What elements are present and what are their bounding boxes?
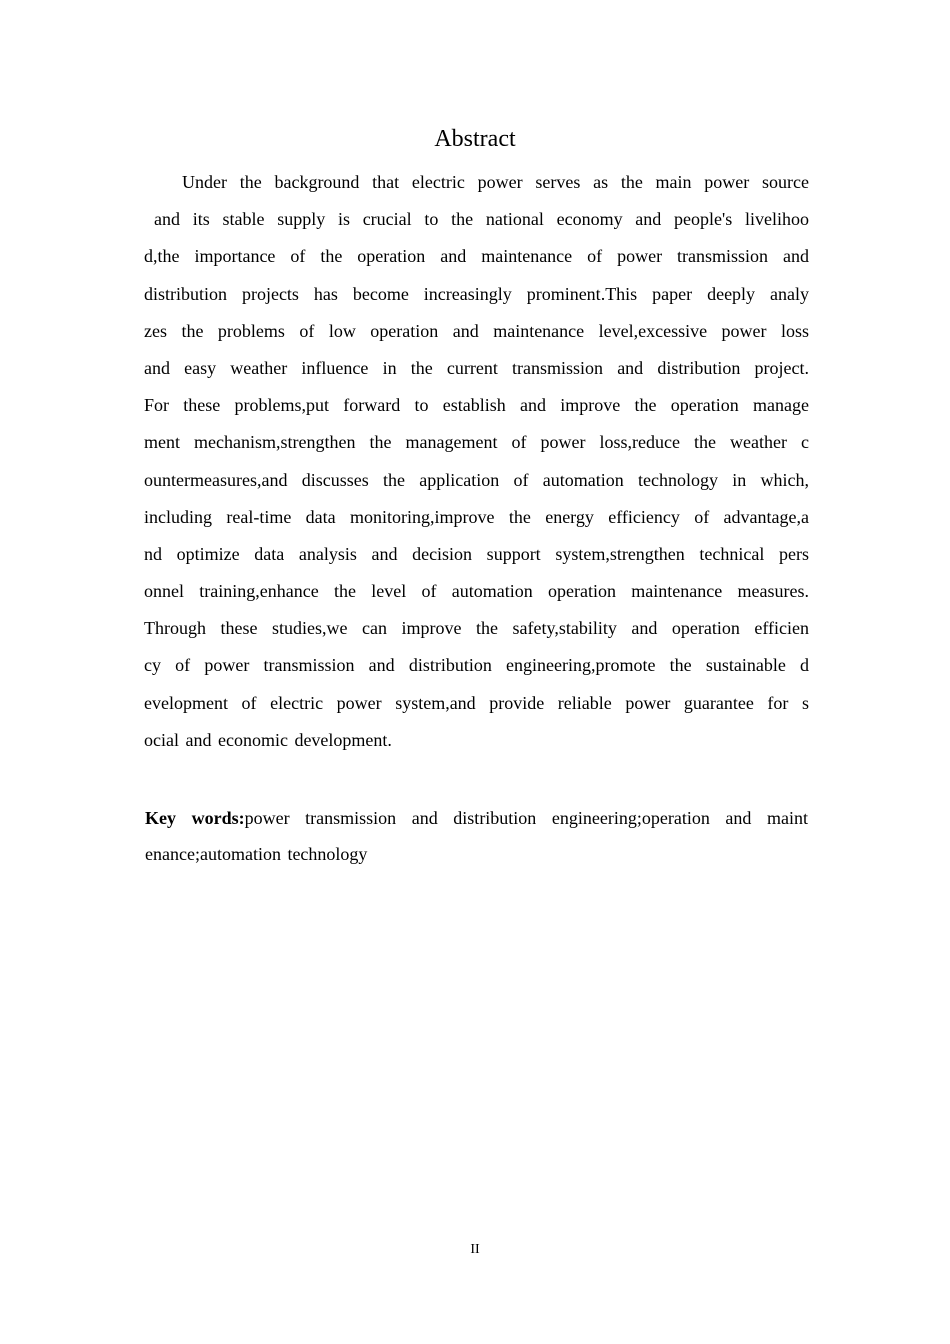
abstract-line: ountermeasures,and discusses the application of automation technology in which, xyxy=(144,469,809,490)
abstract-line: nd optimize data analysis and decision support system,strengthen technical pers xyxy=(144,543,809,564)
abstract-line: ment mechanism,strengthen the management of power loss,reduce the weather c xyxy=(144,432,809,453)
abstract-line: and easy weather influence in the current transmission and distribution project. xyxy=(144,357,809,378)
abstract-line: including real-time data monitoring,improve the energy efficiency of advantage,a xyxy=(144,506,809,527)
abstract-line: evelopment of electric power system,and provide reliable power guarantee for s xyxy=(144,692,809,713)
abstract-line: zes the problems of low operation and maintenance level,excessive power loss xyxy=(144,320,809,341)
abstract-title: Abstract xyxy=(434,126,516,152)
abstract-line: ocial and economic development. xyxy=(144,729,392,750)
keywords-section xyxy=(145,800,808,872)
keywords-line-2: enance;automation technology xyxy=(145,844,368,864)
abstract-body xyxy=(144,164,809,759)
keywords-text: power transmission and distribution engineering;operation and maint xyxy=(244,808,808,828)
abstract-line: Through these studies,we can improve the safety,stability and operation efficien xyxy=(144,618,809,639)
page-number: II xyxy=(470,1242,480,1257)
abstract-line: cy of power transmission and distribution engineering,promote the sustainable d xyxy=(144,655,809,676)
abstract-line: distribution projects has become increasingly prominent.This paper deeply analy xyxy=(144,283,809,304)
keywords-label: Key words: xyxy=(145,808,245,828)
abstract-line: onnel training,enhance the level of automation operation maintenance measures. xyxy=(144,581,809,602)
abstract-line: and its stable supply is crucial to the national economy and people's livelihoo xyxy=(154,209,809,230)
keywords-line-1 xyxy=(145,800,808,836)
abstract-line: For these problems,put forward to establish and improve the operation manage xyxy=(144,395,809,416)
abstract-line: d,the importance of the operation and maintenance of power transmission and xyxy=(144,246,809,267)
abstract-line: Under the background that electric power serves as the main power source xyxy=(182,172,809,192)
